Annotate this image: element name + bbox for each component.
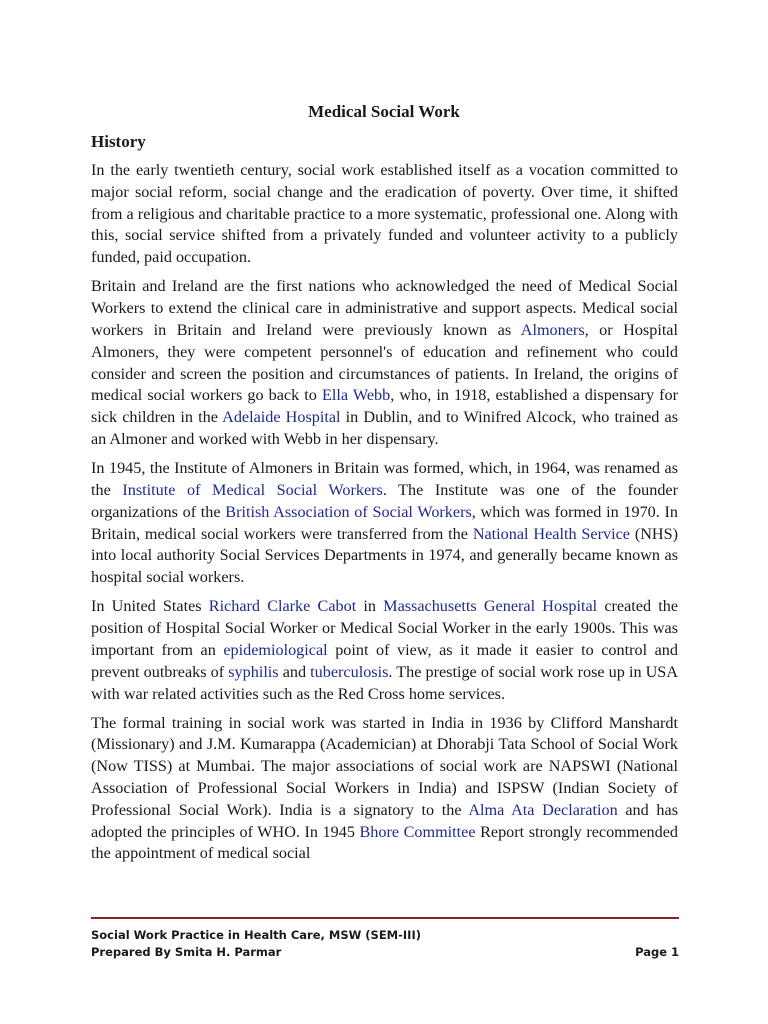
- hyperlink[interactable]: Massachusetts General Hospital: [383, 597, 598, 616]
- hyperlink[interactable]: Adelaide Hospital: [222, 408, 341, 427]
- paragraph-text: In the early twentieth century, social work established itself as a vocation committed to major social reform, social change and the eradication of poverty. Over time, it shifted from a religious and charitable practice to a more systematic, professional one. Along with this, social service shifted from a privately funded and volunteer activity to a publicly funded, paid occupation.: [91, 161, 678, 267]
- paragraph-text: Britain and Ireland are the first nations who acknowledged the need of Medical Social Workers to extend the clinical care in administrative and support aspects. Medical social workers in Britain and Ireland were previously known as: [91, 277, 678, 339]
- hyperlink[interactable]: Bhore Committee: [359, 822, 476, 841]
- hyperlink[interactable]: National Health Service: [472, 524, 630, 543]
- paragraph-text: In United States: [91, 597, 209, 616]
- hyperlink[interactable]: Richard Clarke Cabot: [208, 597, 357, 616]
- paragraph: [91, 276, 678, 450]
- paragraph-text: , who, in 1918, established a dispensary for sick children in the: [91, 386, 678, 427]
- body-text: [91, 160, 678, 873]
- paragraph-text: . The prestige of social work rose up in USA with war related activities such as the Red Cross home services.: [91, 662, 679, 703]
- footer-author-line: [91, 945, 679, 960]
- hyperlink[interactable]: Alma Ata Declaration: [468, 800, 618, 819]
- hyperlink[interactable]: Ella Webb: [321, 386, 391, 405]
- paragraph-text: and: [278, 662, 311, 681]
- paragraph-text: Report strongly recommended the appointment of medical social: [91, 822, 679, 863]
- hyperlink[interactable]: syphilis: [228, 662, 279, 681]
- paragraph: [91, 596, 678, 705]
- paragraph-text: The formal training in social work was started in India in 1936 by Clifford Manshardt (Missionary) and J.M. Kumarappa (Academician) at Dhorabji Tata School of Social Work (Now TISS) at Mumbai. The major associations of social work are NAPSWI (National Association of Professional Social Workers in India) and ISPSW (Indian Society of Professional Social Work). India is a signatory to the: [91, 713, 678, 819]
- footer-course-text: Social Work Practice in Health Care, MSW (SEM-III): [91, 928, 421, 942]
- paragraph-text: point of view, as it made it easier to control and prevent outbreaks of: [91, 640, 678, 681]
- paragraph-text: , which was formed in 1970. In Britain, medical social workers were transferred from the: [91, 502, 678, 543]
- paragraph-text: created the position of Hospital Social Worker or Medical Social Worker in the early 1900s. This was important from an: [91, 597, 679, 659]
- page-number: Page 1: [635, 945, 679, 959]
- hyperlink[interactable]: British Association of Social Workers: [225, 502, 472, 521]
- footer-divider: [91, 917, 679, 919]
- hyperlink[interactable]: epidemiological: [223, 640, 328, 659]
- hyperlink[interactable]: Institute of Medical Social Workers: [122, 480, 383, 499]
- paragraph-text: In 1945, the Institute of Almoners in Britain was formed, which, in 1964, was renamed as the: [91, 459, 678, 499]
- paragraph-text: in: [356, 597, 384, 616]
- paragraph-text: in Dublin, and to Winifred Alcock, who trained as an Almoner and worked with Webb in her dispensary.: [91, 408, 678, 448]
- hyperlink[interactable]: Almoners: [520, 320, 585, 339]
- hyperlink[interactable]: tuberculosis: [310, 662, 389, 681]
- paragraph: [91, 458, 678, 589]
- paragraph-text: and has adopted the principles of WHO. In 1945: [91, 800, 678, 841]
- paragraph-text: (NHS) into local authority Social Services Departments in 1974, and generally became known as hospital social workers.: [91, 524, 678, 587]
- footer-author-text: Prepared By Smita H. Parmar: [91, 945, 282, 959]
- footer-course-line: [91, 928, 679, 943]
- page-title: Medical Social Work: [308, 102, 460, 121]
- paragraph: [91, 160, 678, 269]
- section-heading-history: History: [91, 132, 146, 151]
- paragraph: [91, 713, 678, 866]
- paragraph-text: , or Hospital Almoners, they were competent personnel's of education and refinement who could consider and screen the position and circumstances of patients. In Ireland, the origins of medical social workers go back to: [91, 320, 678, 405]
- paragraph-text: . The Institute was one of the founder organizations of the: [91, 480, 678, 521]
